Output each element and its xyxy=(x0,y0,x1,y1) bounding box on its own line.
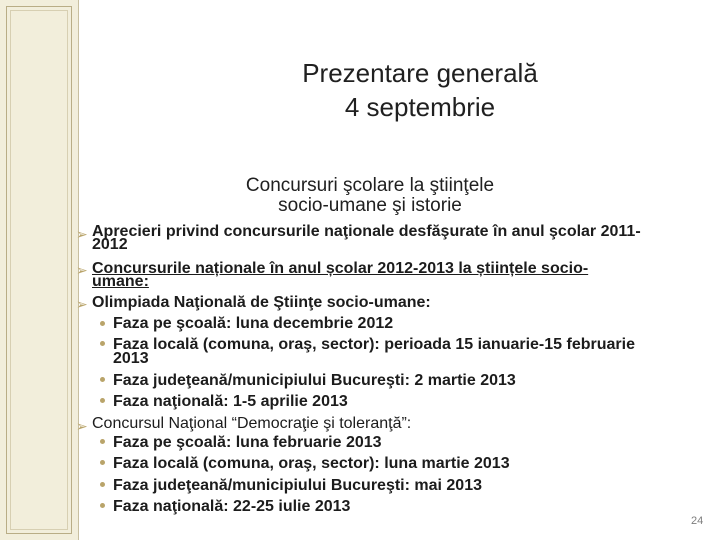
subtitle-line-2: socio-umane şi istorie xyxy=(278,195,462,216)
slide-title-line-1: Prezentare generală xyxy=(302,58,538,88)
concurs-item-judeteana: Faza judeţeană/municipiului Bucureşti: mai 2013 xyxy=(113,477,482,494)
page-number: 24 xyxy=(691,515,704,527)
olimpiada-item-nationala: Faza naţională: 1-5 aprilie 2013 xyxy=(113,393,348,410)
sub-bullet-icon xyxy=(100,439,105,444)
olimpiada-item-judeteana: Faza judeţeană/municipiului Bucureşti: 2 martie 2013 xyxy=(113,372,516,389)
sub-bullet-icon xyxy=(100,398,105,403)
decorative-sidebar xyxy=(0,0,79,540)
sidebar-inner-frame xyxy=(10,10,68,530)
arrow-bullet-icon: ➢ xyxy=(76,418,88,434)
sub-bullet-icon xyxy=(100,503,105,508)
sub-bullet-icon xyxy=(100,482,105,487)
sub-bullet-icon xyxy=(100,377,105,382)
bullet-concurs-democratie: Concursul Naţional “Democraţie şi toleranţă”: xyxy=(92,415,412,432)
bullet-aprecieri-line-2: 2012 xyxy=(92,236,128,253)
arrow-bullet-icon: ➢ xyxy=(76,226,88,242)
slide-title-line-2: 4 septembrie xyxy=(344,92,496,122)
concurs-item-locala: Faza locală (comuna, oraş, sector): luna martie 2013 xyxy=(113,455,510,472)
bullet-aprecieri-line-1: Aprecieri privind concursurile naţionale desfăşurate în anul şcolar 2011- xyxy=(92,223,641,240)
arrow-bullet-icon: ➢ xyxy=(76,296,88,312)
bullet-olimpiada: Olimpiada Naţională de Ştiinţe socio-umane: xyxy=(92,294,431,311)
olimpiada-item-locala-line-1: Faza locală (comuna, oraş, sector): perioada 15 ianuarie-15 februarie xyxy=(113,336,635,353)
sub-bullet-icon xyxy=(100,460,105,465)
bullet-concursurile-line-2: umane: xyxy=(92,273,149,290)
concurs-item-scoala: Faza pe şcoală: luna februarie 2013 xyxy=(113,434,382,451)
bullet-concursurile-line-1: Concursurile naționale în anul școlar 2012-2013 la științele socio- xyxy=(92,260,589,277)
olimpiada-item-scoala: Faza pe şcoală: luna decembrie 2012 xyxy=(113,315,394,332)
olimpiada-item-locala-line-2: 2013 xyxy=(113,350,149,367)
sub-bullet-icon xyxy=(100,341,105,346)
concurs-item-nationala: Faza naţională: 22-25 iulie 2013 xyxy=(113,498,351,515)
sub-bullet-icon xyxy=(100,321,105,326)
arrow-bullet-icon: ➢ xyxy=(76,262,88,278)
subtitle-line-1: Concursuri şcolare la ştiinţele xyxy=(245,175,495,196)
